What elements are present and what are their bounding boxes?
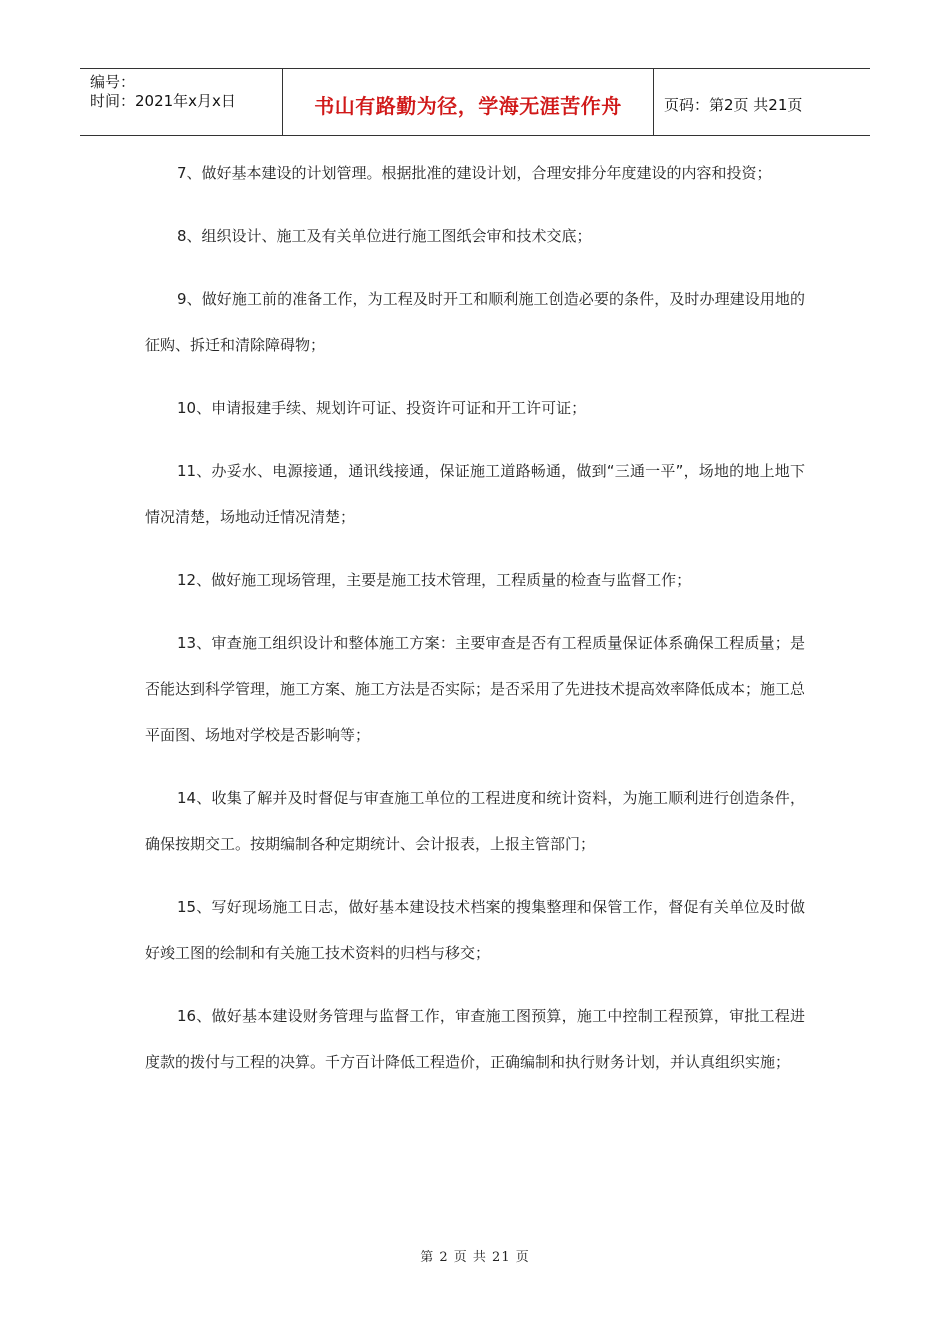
- document-time-label: 时间：2021年x月x日: [90, 92, 236, 110]
- paragraph-7: 7、做好基本建设的计划管理。根据批准的建设计划，合理安排分年度建设的内容和投资；: [177, 164, 772, 182]
- paragraph-12: 12、做好施工现场管理，主要是施工技术管理，工程质量的检查与监督工作；: [177, 571, 692, 589]
- header-page-cell: [654, 69, 870, 135]
- paragraph-16: 16、做好基本建设财务管理与监督工作，审查施工图预算，施工中控制工程预算，审批工程进度款的拨付与工程的决算。千方百计降低工程造价，正确编制和执行财务计划，并认真组织实施；: [145, 1007, 805, 1071]
- document-body: [145, 150, 805, 1102]
- header-info-cell: [80, 69, 282, 135]
- paragraph-14: 14、收集了解并及时督促与审查施工单位的工程进度和统计资料，为施工顺利进行创造条件，确保按期交工。按期编制各种定期统计、会计报表，上报主管部门；: [145, 789, 805, 853]
- paragraph-11: 11、办妥水、电源接通，通讯线接通，保证施工道路畅通，做到“三通一平”，场地的地上地下情况清楚，场地动迁情况清楚；: [145, 462, 805, 526]
- document-header: [80, 68, 870, 136]
- paragraph-13: 13、审查施工组织设计和整体施工方案：主要审查是否有工程质量保证体系确保工程质量；是否能达到科学管理，施工方案、施工方法是否实际；是否采用了先进技术提高效率降低成本；施工总平面图、场地对学校是否影响等；: [145, 634, 806, 744]
- document-number-label: 编号：: [90, 73, 136, 91]
- page-footer: 第 2 页 共 21 页: [420, 1250, 530, 1265]
- paragraph-10: 10、申请报建手续、规划许可证、投资许可证和开工许可证；: [177, 399, 587, 417]
- paragraph-8: 8、组织设计、施工及有关单位进行施工图纸会审和技术交底；: [177, 227, 592, 245]
- paragraph-15: 15、写好现场施工日志，做好基本建设技术档案的搜集整理和保管工作，督促有关单位及时做好竣工图的绘制和有关施工技术资料的归档与移交；: [145, 898, 805, 962]
- header-motto: 书山有路勤为径，学海无涯苦作舟: [314, 93, 622, 118]
- header-page-label: 页码：第2页 共21页: [664, 95, 803, 114]
- header-motto-cell: [282, 69, 654, 135]
- paragraph-9: 9、做好施工前的准备工作，为工程及时开工和顺利施工创造必要的条件，及时办理建设用地的征购、拆迁和清除障碍物；: [145, 290, 805, 354]
